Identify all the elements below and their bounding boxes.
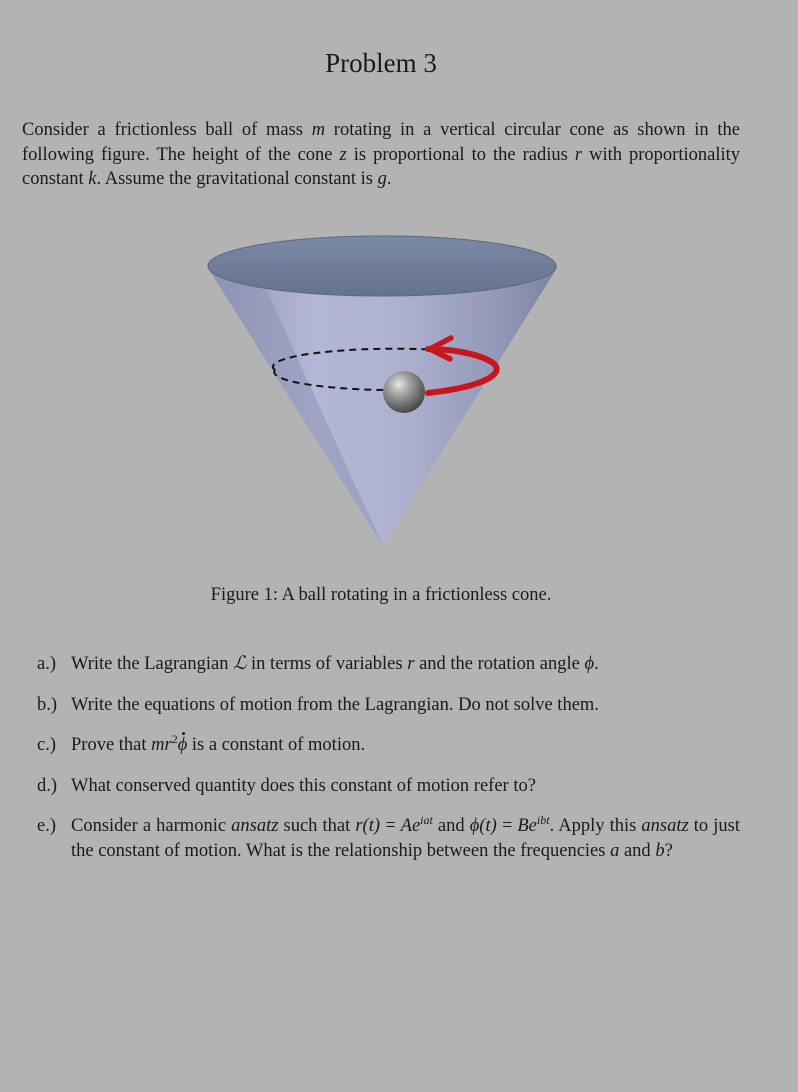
height-symbol: z	[339, 144, 347, 165]
cone-top	[208, 236, 556, 296]
question-c: c.) Prove that $mr^2\phi$ is a constant of motion.	[37, 733, 740, 758]
radius-symbol: r	[574, 144, 583, 165]
question-label: c.)	[37, 735, 56, 755]
gravity-symbol: g	[377, 169, 387, 189]
question-e: e.) Consider a harmonic ansatz such that $r(t) = Ae^{iat}$ and $\phi(t) = Be^{ibt}$. Apply this ansatz to just the constant of motion. What is the relationship between the frequencies a and b?	[37, 812, 740, 861]
question-label: d.)	[37, 775, 58, 796]
question-d: d.) What conserved quantity does this constant of motion refer to?	[37, 774, 740, 799]
cone-illustration	[200, 228, 570, 558]
figure-caption: Figure 1: A ball rotating in a frictionless cone.	[210, 585, 552, 605]
question-label: e.)	[37, 816, 56, 836]
constant-symbol: k	[88, 169, 97, 189]
question-label: a.)	[37, 654, 56, 674]
page-title: Problem 3	[325, 48, 437, 78]
lagrangian-symbol: ℒ	[233, 653, 247, 674]
question-b: b.) Write the equations of motion from the Lagrangian. Do not solve them.	[37, 693, 740, 718]
mass-symbol: m	[311, 120, 326, 140]
question-label: b.)	[37, 694, 58, 715]
problem-statement: Consider a frictionless ball of mass m rotating in a vertical circular cone as shown in the following figure. The height of the cone z is proportional to the radius r with proportionality constant k. Assume the gravitational constant is g.	[22, 120, 741, 189]
question-a: a.) Write the Lagrangian ℒ in terms of variables r and the rotation angle ϕ.	[37, 652, 740, 677]
ball	[383, 371, 425, 413]
cone-figure	[200, 228, 570, 558]
question-list	[37, 652, 740, 879]
phi-dot-symbol: ϕ	[178, 733, 188, 758]
